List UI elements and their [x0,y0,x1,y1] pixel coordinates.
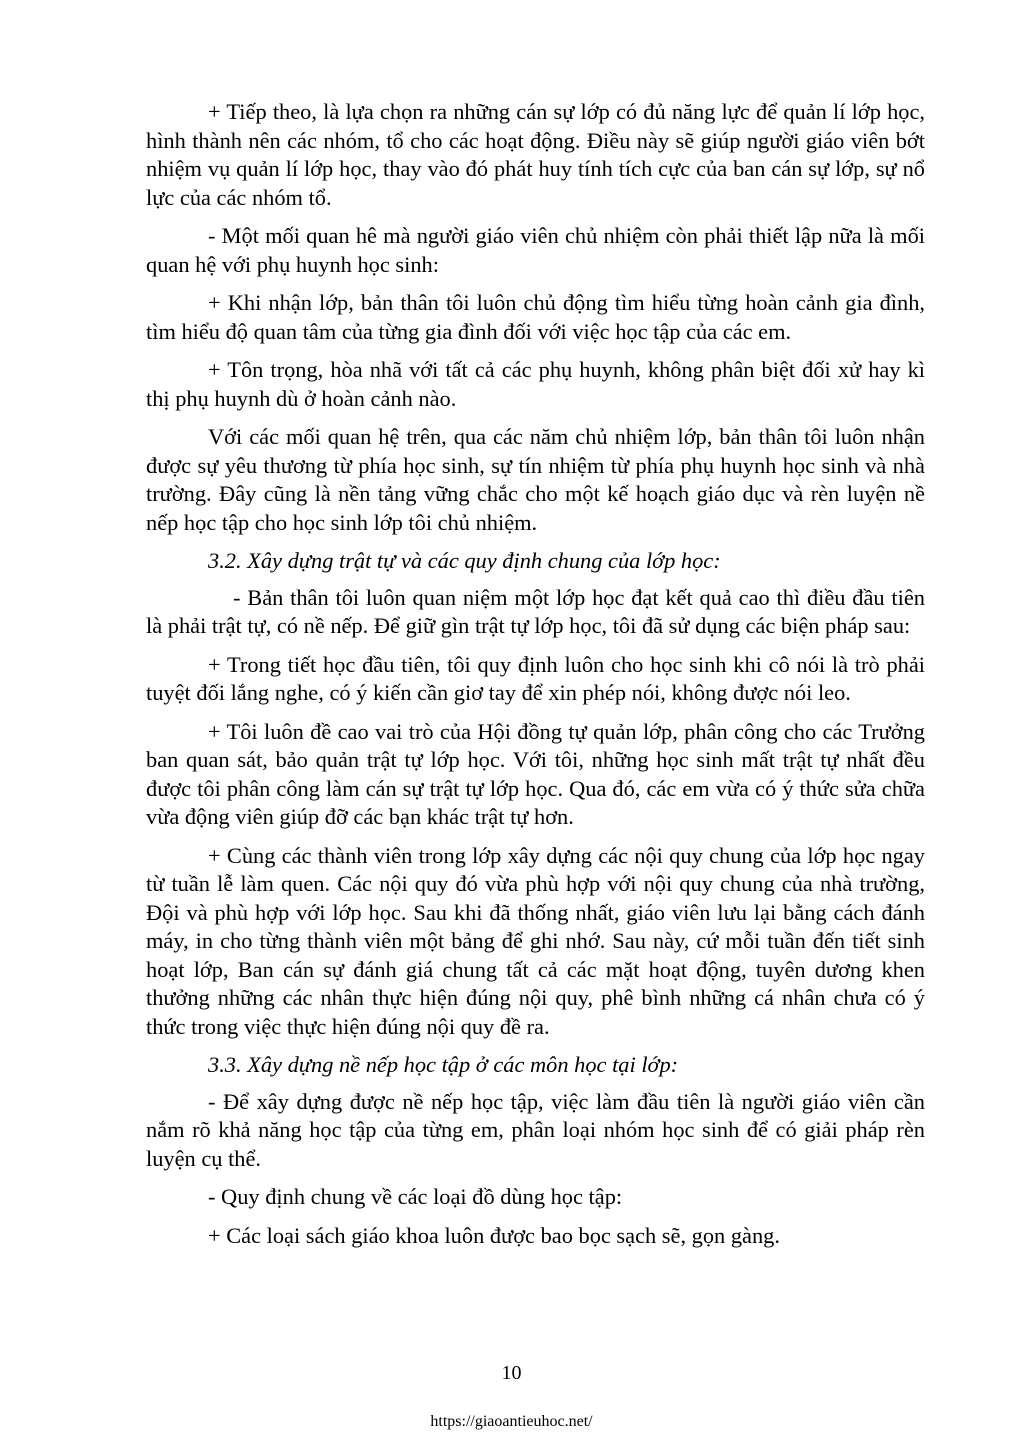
paragraph-respect-parents: + Tôn trọng, hòa nhã với tất cả các phụ huynh, không phân biệt đối xử hay kì thị phụ huynh dù ở hoàn cảnh nào. [146,357,925,411]
footer-url: https://giaoantieuhoc.net/ [430,1413,593,1430]
document-body [146,98,925,1260]
paragraph-textbooks: + Các loại sách giáo khoa luôn được bao bọc sạch sẽ, gọn gàng. [208,1222,780,1248]
section-heading-3-2: 3.2. Xây dựng trật tự và các quy định chung của lớp học: [208,548,721,573]
page-number: 10 [501,1362,522,1384]
paragraph-family-understanding: + Khi nhận lớp, bản thân tôi luôn chủ động tìm hiểu từng hoàn cảnh gia đình, tìm hiểu độ quan tâm của từng gia đình đối với việc học tập của các em. [146,290,925,344]
paragraph-first-lesson-rules: + Trong tiết học đầu tiên, tôi quy định luôn cho học sinh khi cô nói là trò phải tuyệt đối lắng nghe, có ý kiến cần giơ tay để xin phép nói, không được nói leo. [146,651,925,705]
paragraph-learning-discipline: - Để xây dựng được nề nếp học tập, việc làm đầu tiên là người giáo viên cần nắm rõ khả năng học tập của từng em, phân loại nhóm học sinh để có giải pháp rèn luyện cụ thể. [146,1088,925,1171]
paragraph-class-rules: + Cùng các thành viên trong lớp xây dựng các nội quy chung của lớp học ngay từ tuần lễ làm quen. Các nội quy đó vừa phù hợp với nội quy chung của nhà trường, Đội và phù hợp với lớp học. Sau khi đã thống nhất, giáo viên lưu lại bằng cách đánh máy, in cho từng thành viên một bảng để ghi nhớ. Sau này, cứ mỗi tuần đến tiết sinh hoạt lớp, Ban cán sự đánh giá chung tất cả các mặt hoạt động, tuyên dương khen thưởng những các nhân thực hiện đúng nội quy, phê bình những cá nhân chưa có ý thức trong việc thực hiện đúng nội quy đề ra. [146,842,925,1039]
paragraph-parent-relationship: - Một mối quan hê mà người giáo viên chủ nhiệm còn phải thiết lập nữa là mối quan hệ với phụ huynh học sinh: [146,223,925,277]
section-heading-3-3: 3.3. Xây dựng nề nếp học tập ở các môn học tại lớp: [208,1052,679,1077]
paragraph-relationships-summary: Với các mối quan hệ trên, qua các năm chủ nhiệm lớp, bản thân tôi luôn nhận được sự yêu thương từ phía học sinh, sự tín nhiệm từ phía phụ huynh học sinh và nhà trường. Đây cũng là nền tảng vững chắc cho một kế hoạch giáo dục và rèn luyện nề nếp học tập cho học sinh lớp tôi chủ nhiệm. [146,424,925,535]
paragraph-self-governing-council: + Tôi luôn đề cao vai trò của Hội đồng tự quản lớp, phân công cho các Trưởng ban quan sát, bảo quản trật tự lớp học. Với tôi, những học sinh mất trật tự nhất đều được tôi phân công làm cán sự trật tự lớp học. Qua đó, các em vừa có ý thức sửa chữa vừa động viên giúp đỡ các bạn khác trật tự hơn. [146,718,925,829]
paragraph-class-officers: + Tiếp theo, là lựa chọn ra những cán sự lớp có đủ năng lực để quản lí lớp học, hình thành nên các nhóm, tổ cho các hoạt động. Điều này sẽ giúp người giáo viên bớt nhiệm vụ quản lí lớp học, thay vào đó phát huy tính tích cực của ban cán sự lớp, sự nổ lực của các nhóm tổ. [146,99,925,210]
paragraph-school-supplies-rules: - Quy định chung về các loại đồ dùng học tập: [208,1184,623,1209]
paragraph-order-concept: - Bản thân tôi luôn quan niệm một lớp học đạt kết quả cao thì điều đầu tiên là phải trật tự, có nề nếp. Để giữ gìn trật tự lớp học, tôi đã sử dụng các biện pháp sau: [146,584,925,638]
